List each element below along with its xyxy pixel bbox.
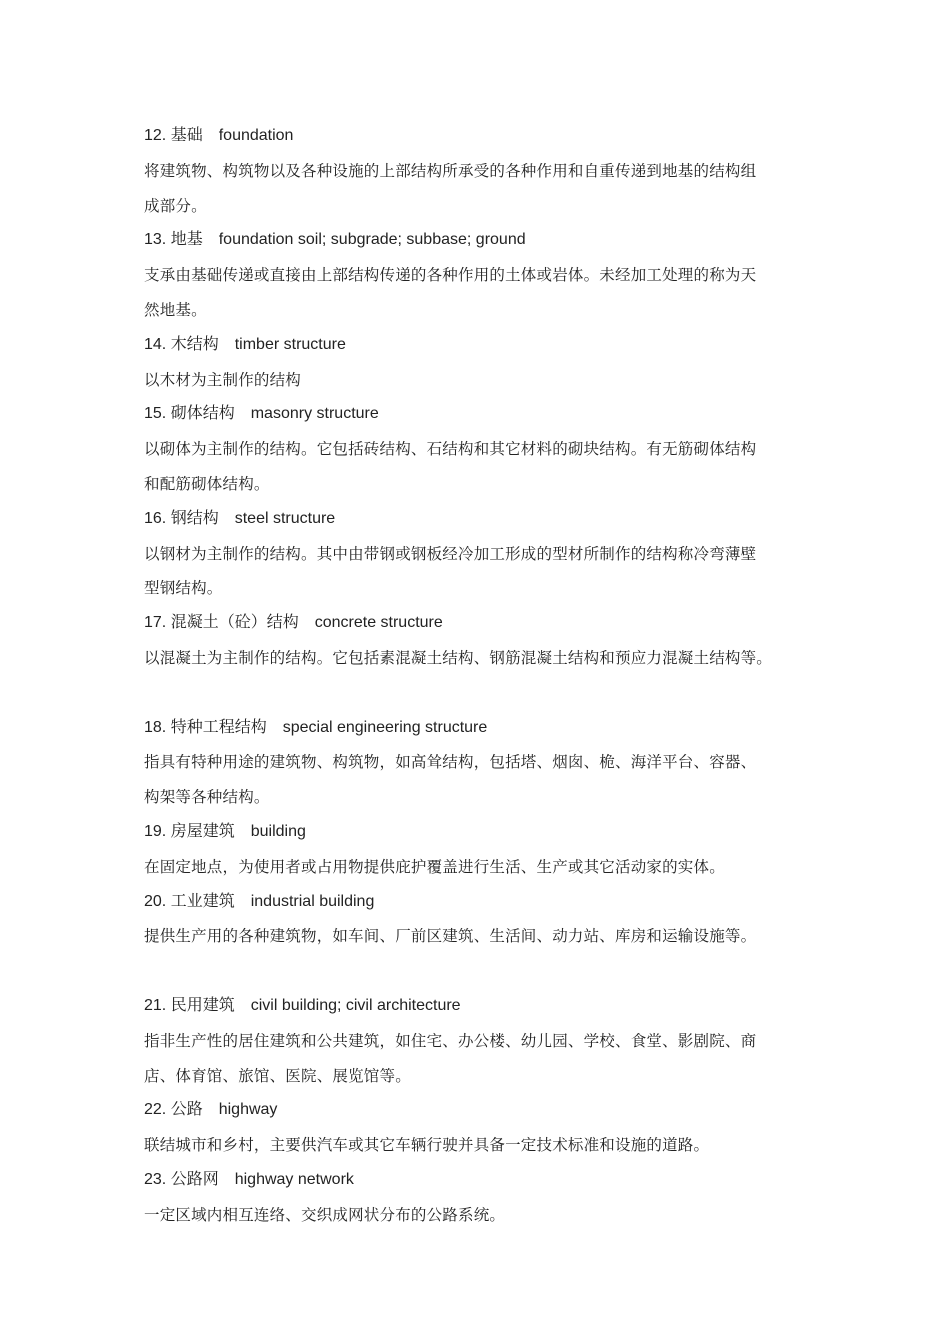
term-english: highway	[218, 1101, 278, 1119]
term-description-line: 以钢材为主制作的结构。其中由带钢或钢板经冷加工形成的型材所制作的结构称冷弯薄壁	[144, 544, 757, 563]
term-number: 13.	[144, 231, 167, 249]
term-heading	[144, 223, 814, 258]
term-heading	[144, 885, 814, 920]
term-description-line: 型钢结构。	[144, 579, 223, 598]
term-number: 19.	[144, 822, 167, 840]
term-english: steel structure	[234, 509, 336, 527]
term-english: concrete structure	[314, 614, 443, 632]
term-chinese: 木结构	[170, 335, 219, 353]
term-chinese: 混凝土（砼）结构	[170, 614, 299, 632]
term-english: industrial building	[250, 892, 375, 910]
term-chinese: 公路网	[170, 1170, 219, 1188]
term-chinese: 特种工程结构	[170, 718, 267, 736]
term-heading	[144, 1093, 814, 1128]
term-english: building	[250, 822, 306, 840]
term-description-line: 以砌体为主制作的结构。它包括砖结构、石结构和其它材料的砌块结构。有无筋砌体结构	[144, 440, 757, 459]
term-chinese: 钢结构	[170, 509, 219, 527]
term-description-line: 一定区域内相互连络、交织成网状分布的公路系统。	[144, 1205, 506, 1224]
term-description-line: 指非生产性的居住建筑和公共建筑，如住宅、办公楼、幼儿园、学校、食堂、影剧院、商	[144, 1031, 757, 1050]
term-number: 20.	[144, 892, 167, 910]
term-description-line: 提供生产用的各种建筑物，如车间、厂前区建筑、生活间、动力站、库房和运输设施等。	[144, 927, 757, 946]
term-description-line: 指具有特种用途的建筑物、构筑物，如高耸结构，包括塔、烟囱、桅、海洋平台、容器、	[144, 753, 757, 772]
term-english: timber structure	[234, 335, 346, 353]
term-description-line: 支承由基础传递或直接由上部结构传递的各种作用的土体或岩体。未经加工处理的称为天	[144, 266, 757, 285]
term-chinese: 基础	[170, 127, 203, 144]
term-heading	[144, 606, 814, 641]
term-description-line: 联结城市和乡村，主要供汽车或其它车辆行驶并具备一定技术标准和设施的道路。	[144, 1136, 710, 1155]
term-description-line: 以混凝土为主制作的结构。它包括素混凝土结构、钢筋混凝土结构和预应力混凝土结构等。	[144, 648, 773, 667]
term-english: foundation soil; subgrade; subbase; ground	[218, 231, 526, 249]
term-number: 17.	[144, 614, 167, 632]
term-description-line: 和配筋砌体结构。	[144, 474, 270, 493]
term-heading	[144, 502, 814, 537]
term-chinese: 民用建筑	[170, 996, 235, 1014]
term-description-line: 以木材为主制作的结构	[144, 370, 302, 389]
term-number: 23.	[144, 1170, 167, 1188]
term-number: 21.	[144, 996, 167, 1014]
term-english: special engineering structure	[282, 718, 488, 736]
term-number: 14.	[144, 335, 167, 353]
term-description-line: 将建筑物、构筑物以及各种设施的上部结构所承受的各种作用和自重传递到地基的结构组	[144, 161, 757, 180]
term-number: 18.	[144, 718, 167, 736]
term-number: 16.	[144, 509, 167, 527]
term-heading	[144, 1163, 814, 1198]
term-heading	[144, 815, 814, 850]
blank-line	[144, 954, 814, 989]
term-english: civil building; civil architecture	[250, 996, 461, 1014]
term-chinese: 地基	[170, 231, 203, 249]
term-description-line: 成部分。	[144, 196, 207, 215]
term-english: highway network	[234, 1170, 354, 1188]
term-description-line: 构架等各种结构。	[144, 788, 270, 807]
term-english: masonry structure	[250, 405, 379, 423]
term-description-line: 在固定地点，为使用者或占用物提供庇护覆盖进行生活、生产或其它活动家的实体。	[144, 857, 725, 876]
term-heading	[144, 989, 814, 1024]
term-heading	[144, 119, 814, 154]
term-description-line: 店、体育馆、旅馆、医院、展览馆等。	[144, 1066, 411, 1085]
term-heading	[144, 328, 814, 363]
term-number: 22.	[144, 1101, 167, 1119]
term-heading	[144, 397, 814, 432]
term-chinese: 公路	[170, 1101, 203, 1119]
term-number: 12.	[144, 127, 167, 144]
term-description-line: 然地基。	[144, 300, 207, 319]
term-english: foundation	[218, 127, 294, 144]
glossary-content	[144, 119, 814, 1233]
term-chinese: 房屋建筑	[170, 822, 235, 840]
term-heading	[144, 711, 814, 746]
blank-line	[144, 676, 814, 711]
term-chinese: 工业建筑	[170, 892, 235, 910]
term-chinese: 砌体结构	[170, 405, 235, 423]
term-number: 15.	[144, 405, 167, 423]
